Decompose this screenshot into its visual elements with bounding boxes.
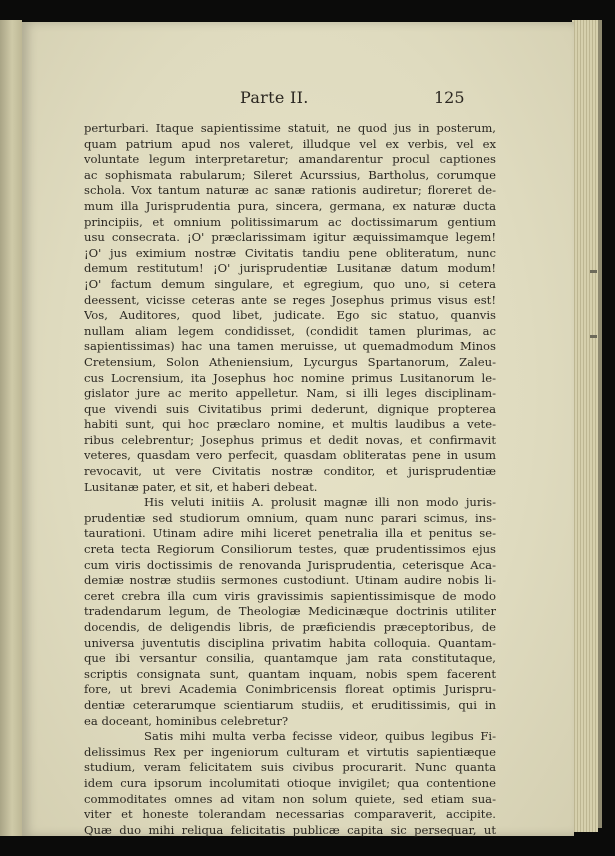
text-line: docendis, de deligendis libris, de præficiendis præceptoribus, de	[84, 620, 496, 634]
text-line: schola. Vox tantum naturæ ac sanæ rationis audiretur; floreret de-	[84, 183, 496, 198]
running-head: Parte II.	[240, 88, 309, 107]
page-number: 125	[434, 88, 465, 107]
book-page	[22, 22, 574, 836]
text-line: delissimus Rex per ingeniorum culturam et virtutis sapientiæque	[84, 744, 496, 759]
text-line: gislator jure ac merito appelletur. Nam, si illi leges disciplinam-	[84, 386, 496, 401]
text-line: veteres, quasdam vero perfecit, quasdam obliteratas pene in usum	[84, 448, 496, 463]
text-line: tradendarum legum, de Theologiæ Medicinæque doctrinis utiliter	[84, 604, 496, 619]
text-line: sapientissimas) hac una tamen meruisse, ut quemadmodum Minos	[84, 339, 496, 354]
page-stack-edge	[572, 20, 598, 832]
text-line: ribus celebrentur; Josephus primus et dedit novas, et confirmavit	[84, 432, 496, 447]
text-line: viter et honeste tolerandam necessarias comparaverit, accipite.	[84, 807, 496, 822]
text-line: fore, ut brevi Academia Conimbricensis floreat optimis Jurispru-	[84, 682, 496, 697]
page-marker	[590, 270, 597, 273]
book-fore-edge	[598, 20, 602, 828]
text-line: perturbari. Itaque sapientissime statuit, ne quod jus in posterum,	[84, 121, 496, 135]
left-page-edge	[0, 20, 22, 836]
text-line: revocavit, ut vere Civitatis nostræ conditor, et jurisprudentiæ	[84, 464, 496, 479]
text-line: His veluti initiis A. prolusit magnæ illi non modo juris-	[144, 495, 496, 510]
page-header	[22, 88, 574, 114]
text-line: idem cura ipsorum incolumitati otioque invigilet; qua contentione	[84, 775, 496, 790]
text-line: principiis, et omnium politissimarum ac doctissimarum gentium	[84, 214, 496, 229]
text-line: demiæ nostræ studiis sermones custodiunt. Utinam audire nobis li-	[84, 573, 496, 588]
text-line: mum illa Jurisprudentia pura, sincera, germana, ex naturæ ducta	[84, 198, 496, 213]
text-line: ceret crebra illa cum viris gravissimis sapientissimisque de modo	[84, 588, 496, 603]
text-line: deessent, vicisse ceteras ante se reges Josephus primus visus est!	[84, 292, 496, 307]
text-line: prudentiæ sed studiorum omnium, quam nunc parari scimus, ins-	[84, 510, 496, 525]
text-line: usu consecrata. ¡O' præclarissimam igitur æquissimamque legem!	[84, 230, 496, 245]
page-marker	[590, 335, 597, 338]
text-line: quam patrium apud nos valeret, illudque vel ex verbis, vel ex	[84, 136, 496, 151]
text-line: que ibi versantur consilia, quantamque jam rata constitutaque,	[84, 651, 496, 666]
text-line: voluntate legum interpretaretur; amandarentur procul captiones	[84, 152, 496, 167]
text-line: ea doceant, hominibus celebretur?	[84, 713, 289, 728]
text-line: commoditates omnes ad vitam non solum quiete, sed etiam sua-	[84, 791, 496, 806]
text-line: scriptis consignata sunt, quantam inquam, nobis spem facerent	[84, 666, 496, 681]
text-line: creta tecta Regiorum Consiliorum testes, quæ prudentissimos ejus	[84, 542, 496, 557]
text-line: cus Locrensium, ita Josephus hoc nomine primus Lusitanorum le-	[84, 370, 496, 385]
text-line: que vivendi suis Civitatibus primi dederunt, dignique propterea	[84, 401, 496, 416]
text-line: nullam aliam legem condidisset, (condidit tamen plurimas, ac	[84, 323, 496, 338]
text-line: habiti sunt, qui hoc præclaro nomine, et multis laudibus a vete-	[84, 417, 496, 432]
text-line: taurationi. Utinam adire mihi liceret penetralia illa et penitus se-	[84, 526, 496, 541]
text-line: Cretensium, Solon Atheniensium, Lycurgus Spartanorum, Zaleu-	[84, 354, 496, 369]
text-line: cum viris doctissimis de renovanda Jurisprudentia, ceterisque Aca-	[84, 557, 496, 572]
text-line: demum restitutum! ¡O' jurisprudentiæ Lusitanæ datum modum!	[84, 261, 496, 276]
text-line: Satis mihi multa verba fecisse videor, quibus legibus Fi-	[144, 729, 496, 744]
text-line: studium, veram felicitatem suis civibus procurarit. Nunc quanta	[84, 760, 496, 775]
text-line: Lusitanæ pater, et sit, et haberi debeat.	[84, 479, 318, 494]
text-line: universa juventutis disciplina privatim habita colloquia. Quantam-	[84, 635, 496, 650]
text-line: ac sophismata rabularum; Sileret Acurssius, Bartholus, corumque	[84, 167, 496, 182]
text-line: ¡O' jus eximium nostræ Civitatis tandiu pene obliteratum, nunc	[84, 245, 496, 260]
text-line: dentiæ ceterarumque scientiarum studiis, et eruditissimis, qui in	[84, 697, 496, 712]
text-line: Quæ duo mihi reliqua felicitatis publicæ capita sic persequar, ut	[84, 822, 496, 837]
text-line: Vos, Auditores, quod libet, judicate. Ego sic statuo, quanvis	[84, 308, 496, 323]
body-text	[84, 121, 496, 838]
text-line: ¡O' factum demum singulare, et egregium, quo uno, si cetera	[84, 276, 496, 291]
